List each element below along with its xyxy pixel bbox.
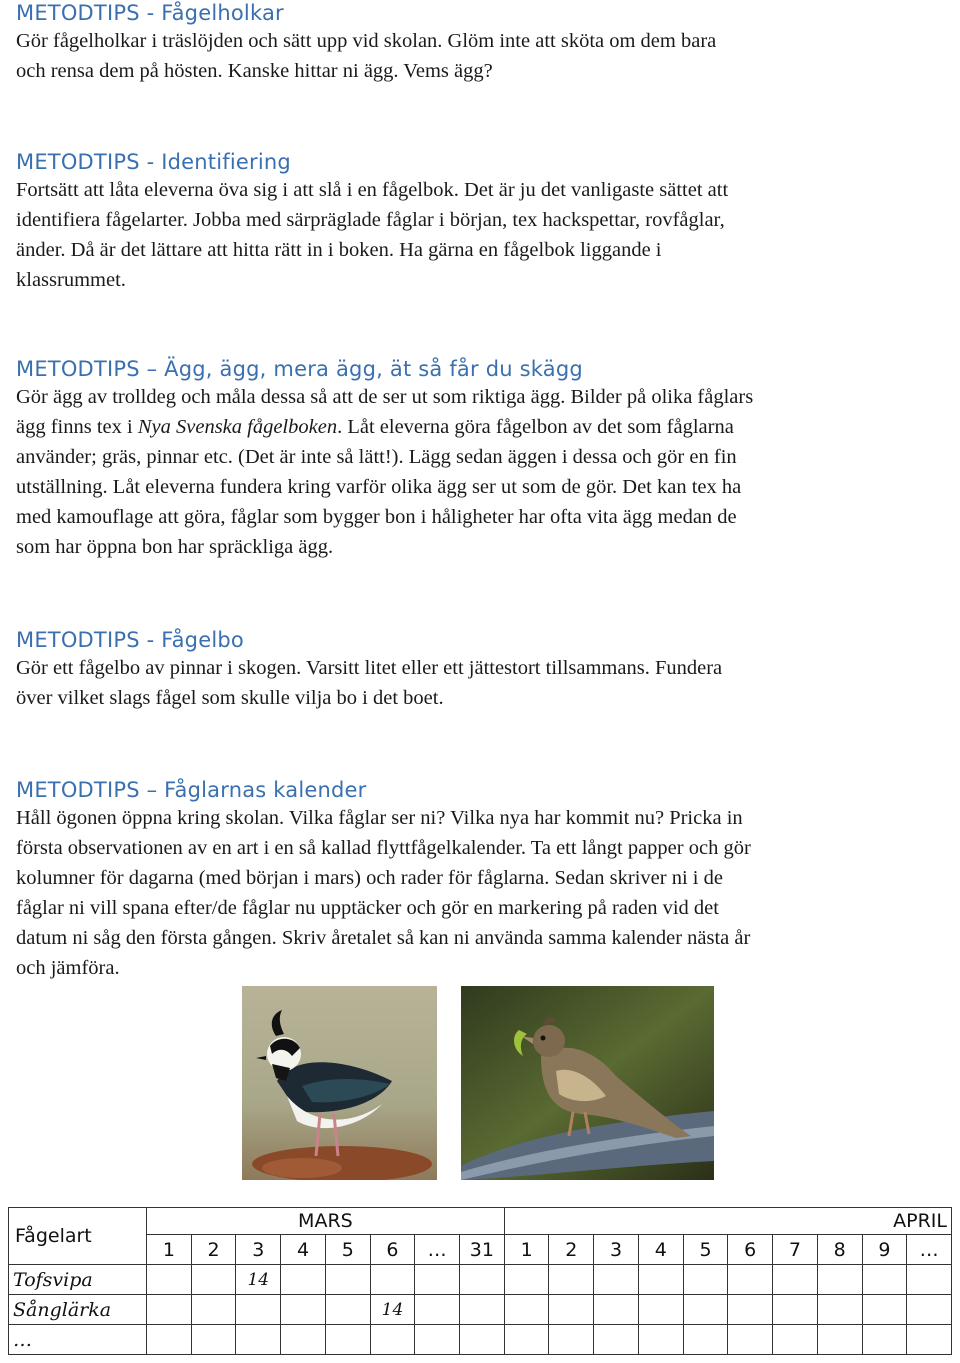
empty-cell [773, 1295, 818, 1325]
paragraph-line: Håll ögonen öppna kring skolan. Vilka fåglar ser ni? Vilka nya har kommit nu? Pricka in [16, 807, 743, 829]
empty-cell [862, 1325, 907, 1355]
day-cell: 3 [594, 1235, 639, 1265]
species-name: … [9, 1325, 147, 1355]
paragraph-line: identifiera fågelarter. Jobba med särpräglade fåglar i början, tex hackspettar, rovfåglar, [16, 209, 725, 231]
observation-mark: 14 [370, 1295, 415, 1325]
empty-cell [594, 1295, 639, 1325]
day-cell: 7 [773, 1235, 818, 1265]
day-cell: 5 [325, 1235, 370, 1265]
empty-cell [191, 1265, 236, 1295]
empty-cell [728, 1265, 773, 1295]
paragraph-line: utställning. Låt eleverna fundera kring varför olika ägg ser ut som de gör. Det kan tex ha [16, 476, 742, 498]
observation-mark: 14 [236, 1265, 281, 1295]
empty-cell [325, 1265, 370, 1295]
paragraph-line: änder. Då är det lättare att hitta rätt in i boken. Ha gärna en fågelbok liggande i [16, 239, 662, 261]
empty-cell [638, 1325, 683, 1355]
empty-cell [907, 1325, 952, 1355]
empty-cell [370, 1325, 415, 1355]
empty-cell [549, 1325, 594, 1355]
paragraph-line: Gör fågelholkar i träslöjden och sätt upp vid skolan. Glöm inte att sköta om dem bara [16, 30, 717, 52]
paragraph-line: Fortsätt att låta eleverna öva sig i att slå i en fågelbok. Det är ju det vanligaste sättet att [16, 179, 729, 201]
empty-cell [236, 1295, 281, 1325]
empty-cell [415, 1265, 460, 1295]
empty-cell [817, 1295, 862, 1325]
day-cell: 8 [817, 1235, 862, 1265]
empty-cell [594, 1265, 639, 1295]
day-cell: 1 [504, 1235, 549, 1265]
empty-cell [325, 1295, 370, 1325]
paragraph-line: Gör ett fågelbo av pinnar i skogen. Varsitt litet eller ett jättestort tillsammans. Fundera [16, 657, 723, 679]
empty-cell [147, 1265, 192, 1295]
empty-cell [504, 1325, 549, 1355]
empty-cell [773, 1325, 818, 1355]
days-row [9, 1235, 952, 1265]
bird-calendar-table [8, 1207, 952, 1355]
empty-cell [862, 1295, 907, 1325]
empty-cell [460, 1295, 505, 1325]
empty-cell [683, 1295, 728, 1325]
empty-cell [415, 1325, 460, 1355]
day-cell: 6 [728, 1235, 773, 1265]
paragraph-line: och jämföra. [16, 957, 120, 979]
day-cell: 1 [147, 1235, 192, 1265]
empty-cell [191, 1295, 236, 1325]
day-cell: 2 [191, 1235, 236, 1265]
table-row [9, 1265, 952, 1295]
empty-cell [862, 1265, 907, 1295]
month-april-header [504, 1208, 951, 1235]
table-row [9, 1295, 952, 1325]
day-cell: 5 [683, 1235, 728, 1265]
paragraph-line: över vilket slags fågel som skulle vilja bo i det boet. [16, 687, 444, 709]
paragraph-line: använder; gräs, pinnar etc. (Det är inte så lätt!). Lägg sedan äggen i dessa och gör en fin [16, 446, 737, 468]
paragraph-line: första observationen av en art i en så kallad flyttfågelkalender. Ta ett långt papper och gör [16, 837, 751, 859]
species-header: Fågelart [9, 1208, 147, 1265]
paragraph-line: kolumner för dagarna (med början i mars) och rader för fåglarna. Sedan skriver ni i de [16, 867, 723, 889]
section-heading: METODTIPS - Identifiering [16, 150, 291, 174]
day-cell: 31 [460, 1235, 505, 1265]
day-cell: 9 [862, 1235, 907, 1265]
day-cell: … [415, 1235, 460, 1265]
empty-cell [817, 1325, 862, 1355]
paragraph-line: fåglar ni vill spana efter/de fåglar nu upptäcker och gör en markering på raden vid det [16, 897, 719, 919]
paragraph-line: och rensa dem på hösten. Kanske hittar ni ägg. Vems ägg? [16, 60, 493, 82]
day-cell: 6 [370, 1235, 415, 1265]
empty-cell [460, 1325, 505, 1355]
empty-cell [281, 1295, 326, 1325]
paragraph-line: klassrummet. [16, 269, 126, 291]
empty-cell [147, 1325, 192, 1355]
empty-cell [683, 1325, 728, 1355]
empty-cell [817, 1265, 862, 1295]
empty-cell [638, 1265, 683, 1295]
empty-cell [638, 1295, 683, 1325]
section-fagelbo [16, 627, 946, 713]
empty-cell [191, 1325, 236, 1355]
paragraph-line [16, 412, 946, 442]
month-label: APRIL [893, 1210, 947, 1232]
empty-cell [281, 1265, 326, 1295]
section-fagelholkar [16, 0, 946, 86]
empty-cell [549, 1265, 594, 1295]
empty-cell [325, 1325, 370, 1355]
day-cell: 3 [236, 1235, 281, 1265]
empty-cell [415, 1295, 460, 1325]
day-cell: … [907, 1235, 952, 1265]
section-agg [16, 356, 946, 562]
lapwing-image [242, 986, 437, 1180]
skylark-photo [461, 986, 714, 1180]
section-kalender [16, 777, 946, 983]
empty-cell [594, 1325, 639, 1355]
empty-cell [549, 1295, 594, 1325]
section-heading: METODTIPS – Ägg, ägg, mera ägg, ät så får du skägg [16, 357, 583, 381]
empty-cell [773, 1265, 818, 1295]
empty-cell [460, 1265, 505, 1295]
paragraph-text: ägg finns tex i [16, 416, 138, 438]
day-cell: 2 [549, 1235, 594, 1265]
section-identifiering [16, 149, 946, 295]
skylark-image [461, 986, 714, 1180]
empty-cell [370, 1265, 415, 1295]
table-row [9, 1325, 952, 1355]
month-mars-header [147, 1208, 505, 1235]
table-header-row [9, 1208, 952, 1235]
section-heading: METODTIPS - Fågelholkar [16, 1, 284, 25]
empty-cell [236, 1325, 281, 1355]
paragraph-line: Gör ägg av trolldeg och måla dessa så att de ser ut som riktiga ägg. Bilder på olika fåglars [16, 386, 754, 408]
empty-cell [683, 1265, 728, 1295]
day-cell: 4 [281, 1235, 326, 1265]
empty-cell [907, 1265, 952, 1295]
paragraph-line: med kamouflage att göra, fåglar som bygger bon i håligheter har ofta vita ägg medan de [16, 506, 737, 528]
month-label: MARS [298, 1210, 353, 1232]
paragraph-line: datum ni såg den första gången. Skriv åretalet så kan ni använda samma kalender nästa år [16, 927, 751, 949]
section-heading: METODTIPS - Fågelbo [16, 628, 244, 652]
empty-cell [504, 1265, 549, 1295]
section-heading: METODTIPS – Fåglarnas kalender [16, 778, 367, 802]
lapwing-photo [242, 986, 437, 1180]
empty-cell [728, 1325, 773, 1355]
empty-cell [504, 1295, 549, 1325]
species-name: Tofsvipa [9, 1265, 147, 1295]
empty-cell [147, 1295, 192, 1325]
book-title: Nya Svenska fågelboken [137, 416, 338, 438]
calendar-body [9, 1265, 952, 1355]
species-name: Sånglärka [9, 1295, 147, 1325]
paragraph-line: som har öppna bon har spräckliga ägg. [16, 536, 334, 558]
empty-cell [907, 1295, 952, 1325]
empty-cell [728, 1295, 773, 1325]
day-cell: 4 [638, 1235, 683, 1265]
paragraph-text: . Låt eleverna göra fågelbon av det som fåglarna [337, 416, 734, 438]
empty-cell [281, 1325, 326, 1355]
